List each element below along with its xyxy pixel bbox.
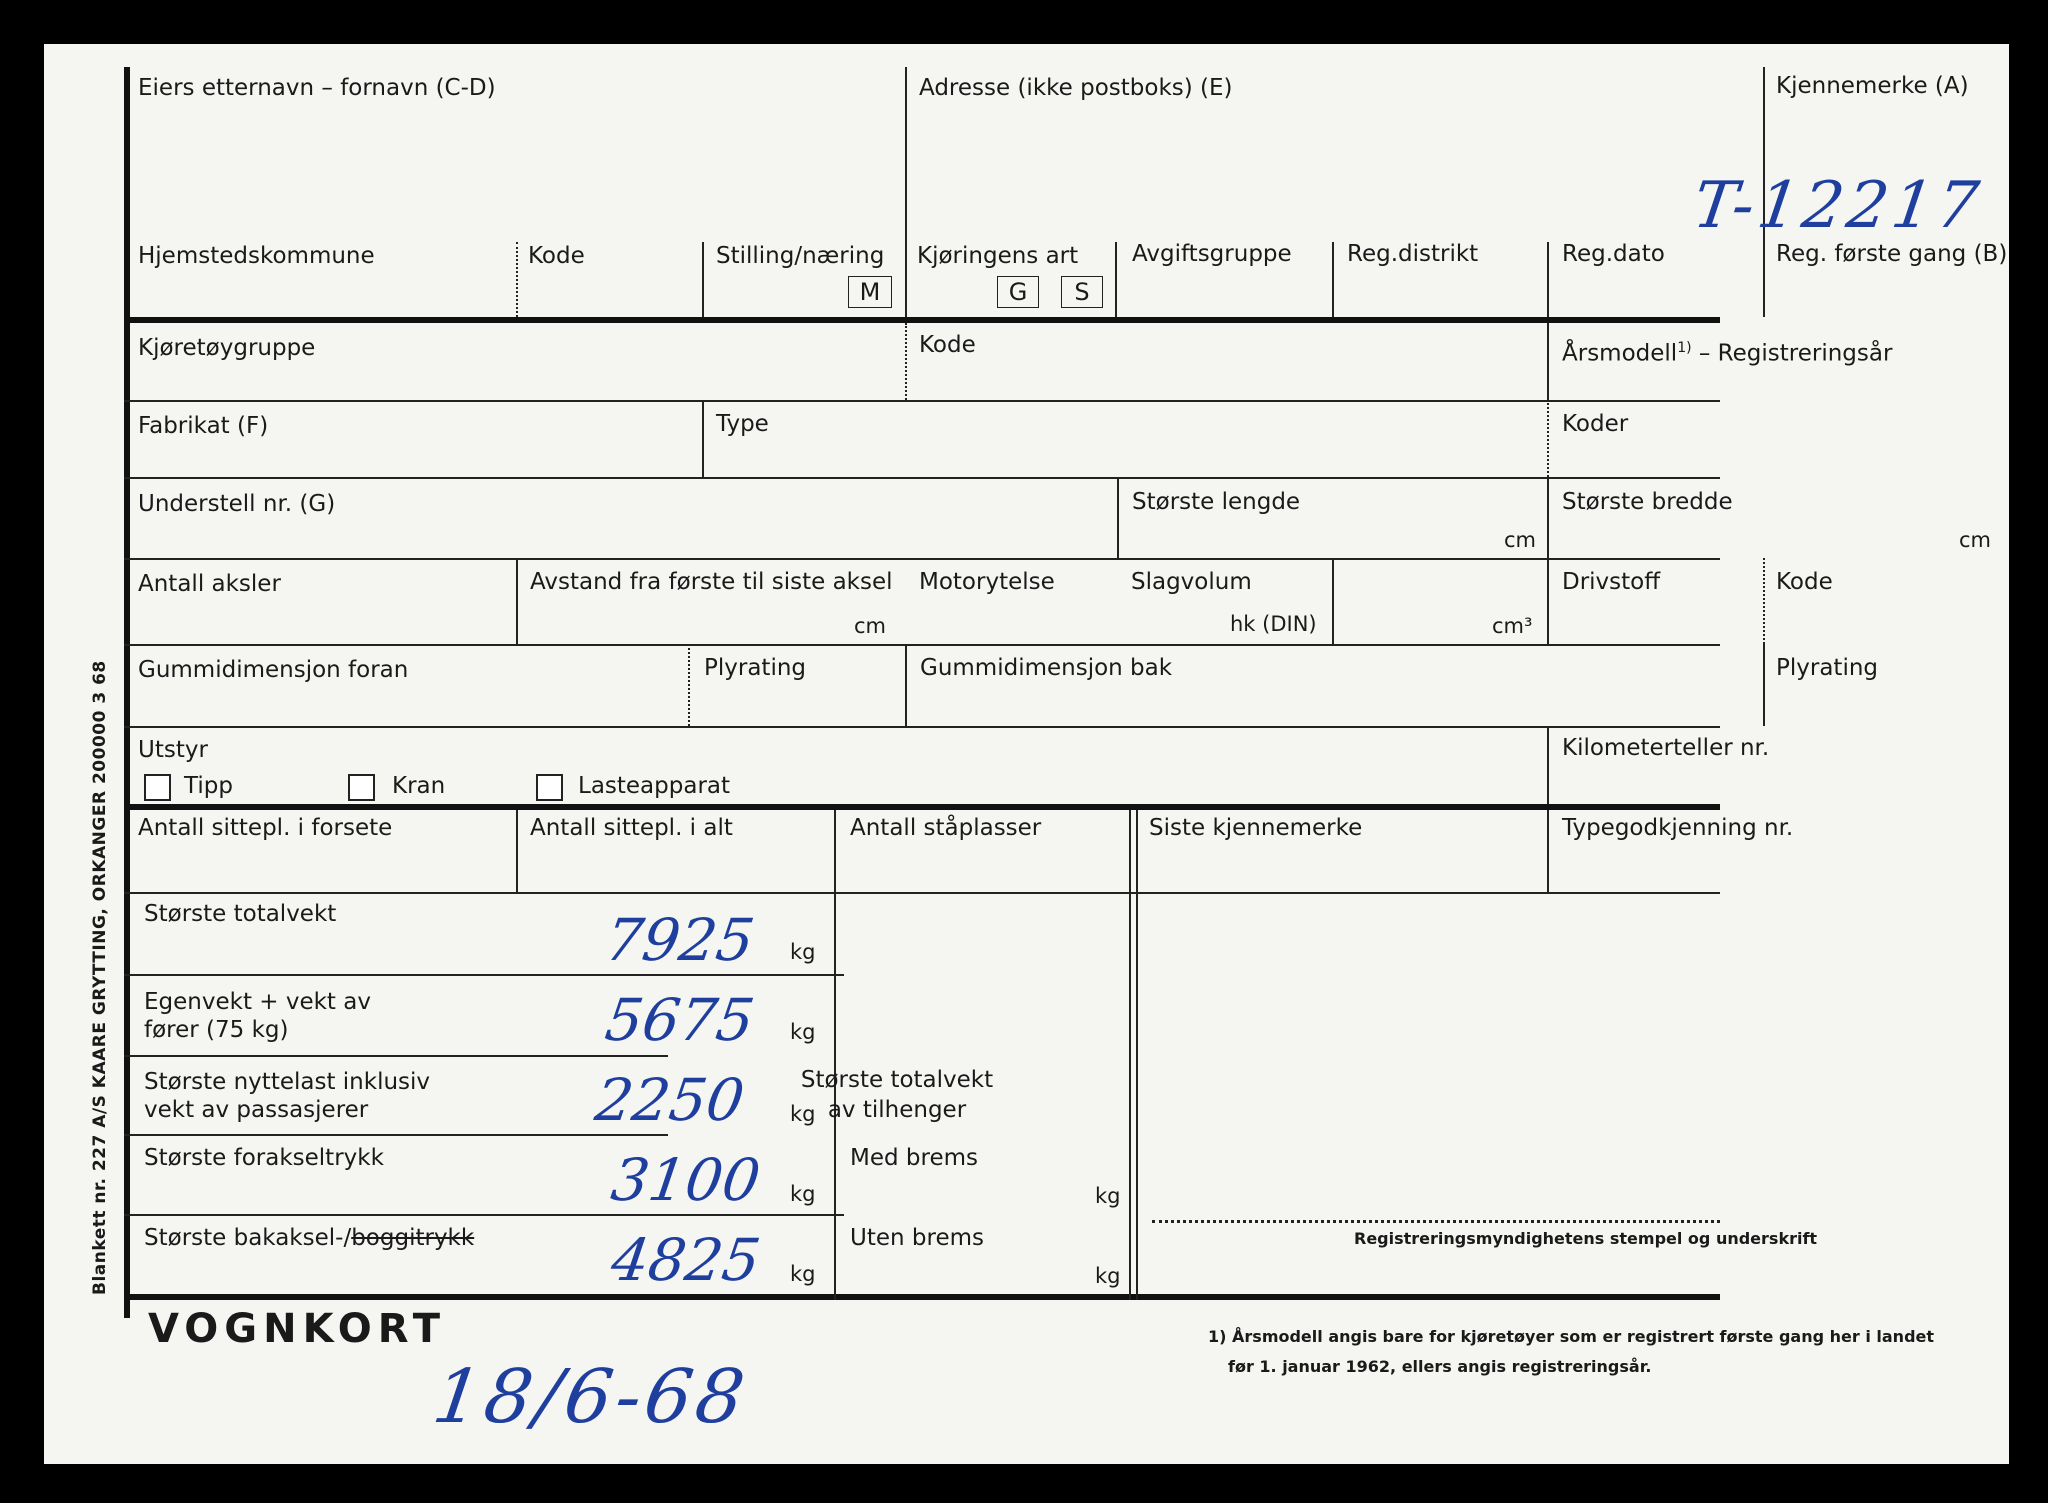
kg-unit: kg [790,1020,816,1044]
occupation-box: M [848,276,892,308]
divider [1547,242,1549,317]
rule [124,400,1720,402]
kran-label: Kran [392,773,446,799]
lasteapparat-label: Lasteapparat [578,773,731,799]
driving-box-g: G [997,276,1039,308]
driving-box-s: S [1061,276,1103,308]
reg-district-label: Reg.distrikt [1347,241,1479,267]
type-approval-label: Typegodkjenning nr. [1562,815,1794,841]
divider [1763,558,1765,644]
codes-label: Koder [1562,411,1629,437]
divider [702,242,704,317]
divider [905,644,907,726]
footnote-line-1: 1) Årsmodell angis bare for kjøretøyer som er registrert første gang her i landet [1208,1327,1935,1346]
ply-rating-rear-label: Plyrating [1776,655,1879,681]
type-label: Type [716,411,769,437]
signature-line [1152,1220,1720,1223]
divider [1547,477,1549,558]
axle-distance-unit: cm [854,614,887,638]
max-total-weight-value: 7925 [601,906,759,974]
date-handwritten: 18/6-68 [427,1354,754,1440]
front-seats-label: Antall sittepl. i forsete [138,815,393,841]
standing-label: Antall ståplasser [850,815,1042,841]
kg-unit: kg [790,940,816,964]
own-weight-label-2: fører (75 kg) [144,1017,289,1043]
kg-unit: kg [1095,1184,1121,1208]
municipality-label: Hjemstedskommune [138,243,375,269]
left-border [124,67,130,1318]
divider [688,644,690,726]
divider [834,810,836,1300]
divider [1547,323,1549,400]
divider [905,323,907,400]
last-plate-label: Siste kjennemerke [1149,815,1363,841]
rule [124,1055,668,1057]
without-brakes-label: Uten brems [850,1225,984,1251]
trailer-weight-label-2: av tilhenger [827,1097,967,1123]
lasteapparat-checkbox[interactable] [536,774,563,801]
code-label: Kode [528,243,585,269]
ply-rating-front-label: Plyrating [704,655,807,681]
vehicle-code-label: Kode [919,332,976,358]
vognkort-form [44,44,2009,1464]
max-payload-label-2: vekt av passasjerer [144,1097,369,1123]
rule [834,892,1720,894]
fee-group-label: Avgiftsgruppe [1132,241,1292,267]
rule [124,1214,844,1216]
occupation-label: Stilling/næring [716,243,885,269]
tipp-label: Tipp [184,773,233,799]
thick-rule-top [124,317,1720,323]
front-axle-label: Største forakseltrykk [144,1145,384,1171]
rear-axle-label: Største bakaksel-/boggitrykk [144,1225,475,1251]
chassis-label: Understell nr. (G) [138,491,336,517]
address-label: Adresse (ikke postboks) (E) [919,75,1233,101]
displacement-label: Slagvolum [1131,569,1252,595]
rule [124,1134,668,1136]
first-reg-label: Reg. første gang (B) [1776,241,2008,267]
divider [1763,644,1765,726]
equipment-label: Utstyr [138,737,208,763]
rule [124,726,1720,728]
odometer-label: Kilometerteller nr. [1562,735,1770,761]
divider [702,400,704,477]
kg-unit: kg [790,1102,816,1126]
width-unit: cm [1959,528,1992,552]
kg-unit: kg [790,1262,816,1286]
own-weight-label-1: Egenvekt + vekt av [144,989,371,1015]
own-weight-value: 5675 [601,986,759,1054]
tipp-checkbox[interactable] [144,774,171,801]
tyre-rear-label: Gummidimensjon bak [920,655,1173,681]
plate-label: Kjennemerke (A) [1776,73,1969,99]
plate-handwritten: T-12217 [1688,169,1987,243]
divider [1547,558,1549,644]
rule [124,477,1720,479]
total-seats-label: Antall sittepl. i alt [530,815,733,841]
divider [1117,477,1119,558]
divider [1547,400,1549,477]
divider [1136,810,1138,1300]
divider [1332,242,1334,317]
make-label: Fabrikat (F) [138,413,269,439]
stamp-label: Registreringsmyndighetens stempel og underskrift [1354,1229,1818,1248]
axle-distance-label: Avstand fra første til siste aksel [530,569,893,595]
thick-rule-bottom [124,1294,1720,1300]
vehicle-group-label: Kjøretøygruppe [138,335,316,361]
divider [516,242,518,317]
max-payload-value: 2250 [591,1066,749,1134]
model-year-label: Årsmodell$^{1)}$ – Registreringsår [1562,340,1893,367]
side-print-text: Blankett nr. 227 A/S KAARE GRYTTING, ORKANGER 200000 3 68 [90,660,110,1295]
fuel-code-label: Kode [1776,569,1833,595]
driving-type-label: Kjøringens art [917,243,1079,269]
thick-rule-middle [124,804,1720,810]
axles-label: Antall aksler [138,571,281,597]
fuel-label: Drivstoff [1562,569,1661,595]
engine-power-unit: hk (DIN) [1230,612,1317,636]
divider [1129,810,1131,1300]
rule [124,974,844,976]
divider [516,810,518,892]
with-brakes-label: Med brems [850,1145,978,1171]
form-title: VOGNKORT [148,1306,447,1352]
length-unit: cm [1504,528,1537,552]
kg-unit: kg [1095,1264,1121,1288]
engine-power-label: Motorytelse [919,569,1055,595]
rule [124,558,1720,560]
max-length-label: Største lengde [1132,489,1301,515]
kg-unit: kg [790,1182,816,1206]
rear-axle-value: 4825 [607,1226,765,1294]
footnote-line-2: før 1. januar 1962, ellers angis registreringsår. [1228,1357,1652,1376]
max-total-weight-label: Største totalvekt [144,901,337,927]
reg-date-label: Reg.dato [1562,241,1665,267]
divider [1763,242,1765,317]
divider [1115,242,1117,317]
divider [905,242,907,317]
tyre-front-label: Gummidimensjon foran [138,657,409,683]
owner-label: Eiers etternavn – fornavn (C-D) [138,75,496,101]
divider [1547,810,1549,892]
displacement-unit: cm³ [1492,614,1533,638]
trailer-weight-label-1: Største totalvekt [800,1067,994,1093]
divider [516,558,518,644]
divider [1547,726,1549,804]
max-payload-label-1: Største nyttelast inklusiv [144,1069,431,1095]
rule [124,644,1720,646]
kran-checkbox[interactable] [348,774,375,801]
front-axle-value: 3100 [607,1146,765,1214]
divider [1332,558,1334,644]
max-width-label: Største bredde [1562,489,1733,515]
